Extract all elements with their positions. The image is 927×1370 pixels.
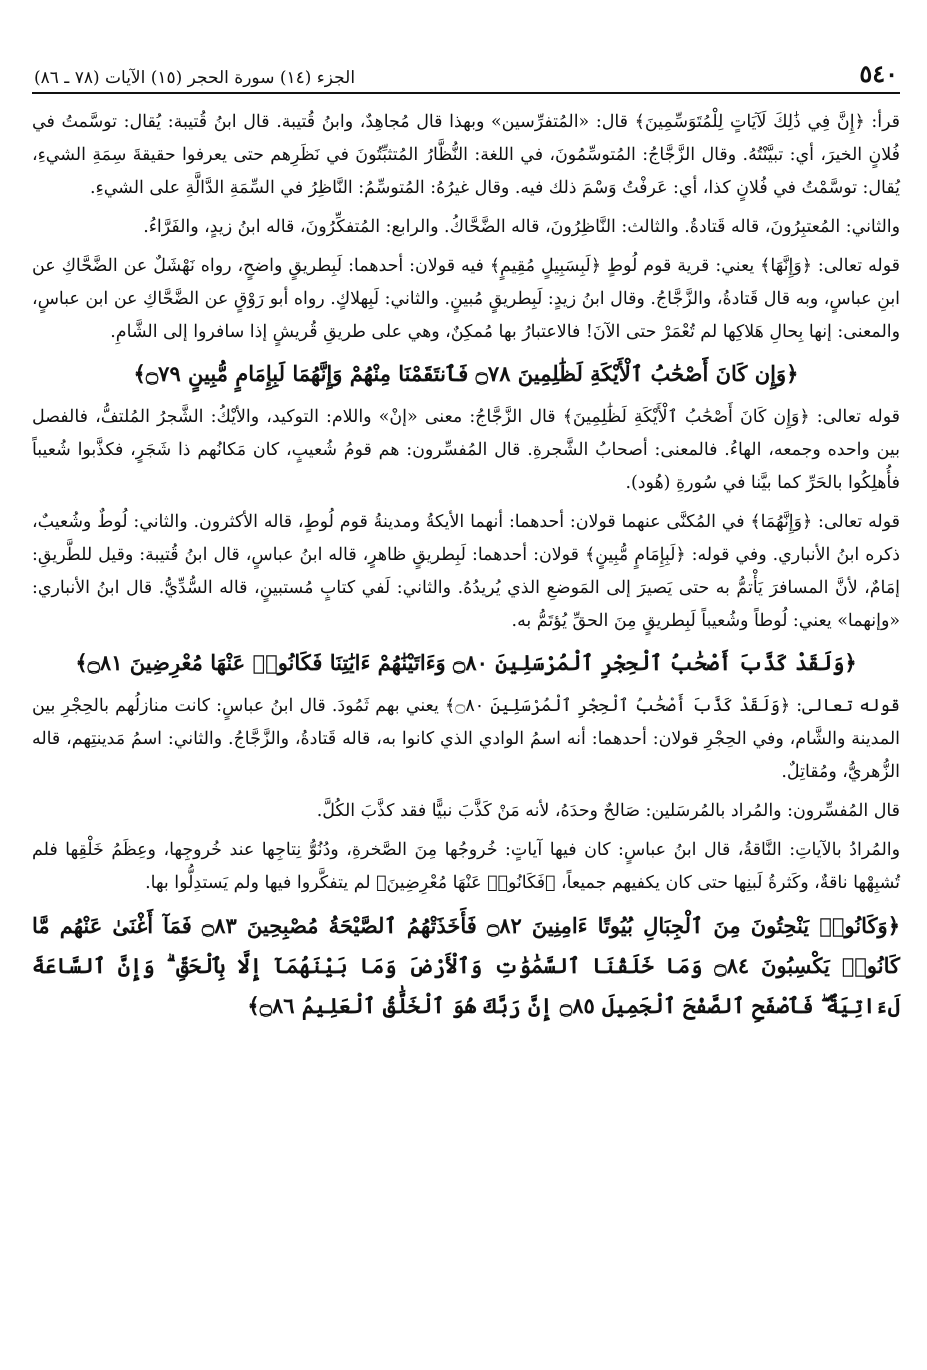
running-head: الجزء (١٤) سورة الحجر (١٥) الآيات (٧٨ ـ ٨٦) bbox=[34, 68, 356, 88]
page-header bbox=[32, 48, 900, 94]
commentary-paragraph: قوله تعالى: ﴿وَلَقَدْ كَذَّبَ أَصْحَٰبُ ٱلْحِجْرِ ٱلْمُرْسَلِينَ ۝٨٠﴾ يعني بهم ثَمُودَ. قال ابنُ عباسٍ: كانت منازلُهم بالحِجْرِ بين المدينة والشَّام، وفي الحِجْرِ قولان: أحدهما: أنه اسمُ الوادي الذي كانوا به، قاله قَتادةُ، والزَّجَّاجُ. والثاني: اسمُ مَدينتِهم، قاله الزُّهريُّ، ومُقاتِلٌ. bbox=[32, 696, 900, 782]
page-number: ٥٤٠ bbox=[859, 59, 898, 88]
commentary-paragraph: والمُرادُ بالآياتِ: النَّاقةُ، قال ابنُ عباسٍ: كان فيها آياتٍ: خُروجُها مِنَ الصَّخرةِ، ودُنُوُّ نِتاجِها عند خُروجِها، وعِظَمُ خَلْقِها فلم تُشبِهْها ناقةٌ، وكَثرةُ لَبنِها حتى كان يكفيهم جميعاً، ﴿فَكَانُوا۟ عَنْهَا مُعْرِضِينَ﴾ لم يتفكَّروا فيها ولم يَستدِلُّوا بها. bbox=[32, 840, 900, 893]
commentary-paragraph: قرأ: ﴿إِنَّ فِي ذَٰلِكَ لَآيَاتٍ لِلْمُتَوَسِّمِينَ﴾ قال: «المُتفرِّسين» وبهذا قال مُجاهِدٌ، وابنُ قُتيبة. قال ابنُ قُتيبة: يُقال: توسَّمتُ في فُلانٍ الخيرَ، أي: تبيَّنْتُهُ. وقال الزَّجَّاجُ: المُتوسِّمُونَ، في اللغة: النُّظَّارُ المُتثبِّتُونَ في نَظَرِهم حتى يعرفوا حقيقةَ سِمَةِ الشيءِ، يُقال: توسَّمْتُ في فُلانٍ كذا، أي: عَرفْتُ وَسْمَ ذلك فيه. وقال غيرُهُ: المُتوسِّمُ: النَّاظِرُ في السِّمَةِ الدَّالَّةِ على الشيءِ. bbox=[32, 112, 900, 198]
quran-verse: ﴿وَلَقَدْ كَذَّبَ أَصْحَٰبُ ٱلْحِجْرِ ٱلْمُرْسَلِينَ ۝٨٠ وَءَاتَيْنَٰهُمْ ءَايَٰتِنَا فَكَانُوا۟ عَنْهَا مُعْرِضِينَ ۝٨١﴾ bbox=[75, 650, 857, 675]
commentary-paragraph: قال المُفسِّرون: والمُراد بالمُرسَلين: صَالحٌ وحدَهُ، لأنه مَنْ كَذَّبَ نبيًّا فقد كذَّبَ الكُلَّ. bbox=[316, 801, 900, 821]
commentary-paragraph: قوله تعالى: ﴿وَإِنَّهَا﴾ يعني: قرية قوم لُوطٍ ﴿لَبِسَبِيلٍ مُقِيمٍ﴾ فيه قولان: أحدهما: لَبِطريقٍ واضحٍ، رواه نَهْشَلٌ عن الضَّحَّاكِ عن ابنِ عباسٍ، وبه قال قَتادةُ، والزَّجَّاجُ. وقال ابنُ زيدٍ: لَبِطريقٍ مُبينٍ. والثاني: لَبِهلاكٍ. رواه أبو رَوْقٍ عن الضَّحَّاكِ عن ابن عباسٍ، والمعنى: إنها بِحالِ هَلاكِها لم تُعْمَرْ حتى الآنَ! فالاعتبارُ بها مُمكِنٌ، وهي على طريقِ قُريشٍ إذا سافروا إلى الشَّامِ. bbox=[32, 256, 900, 342]
commentary-paragraph: قوله تعالى: ﴿وَإِن كَانَ أَصْحَٰبُ ٱلْأَيْكَةِ لَظَٰلِمِينَ﴾ قال الزَّجَّاجُ: معنى «إنْ» واللام: التوكيد، والأيْكُ: الشَّجرُ المُلتفُّ، فالفصل بين واحده وجمعه، الهاءُ. فالمعنى: أصحابُ الشَّجرةِ. قال المُفسِّرون: هم قومُ شُعيبٍ، كان مَكانُهم ذا شَجَرٍ، فكذَّبوا شُعيباً فأُهلِكُوا بالحَرِّ كما بيَّنا في سُورةِ (هُود). bbox=[32, 407, 900, 493]
page-body bbox=[32, 106, 900, 1026]
book-page bbox=[32, 48, 900, 1034]
commentary-paragraph: والثاني: المُعتبِرُونَ، قاله قَتادةُ. والثالث: النَّاظِرُونَ، قاله الضَّحَّاكُ. والرابع: المُتفكِّرُونَ، قاله ابنُ زيدٍ، والفَرَّاءُ. bbox=[143, 217, 900, 237]
quran-verse: ﴿وَإِن كَانَ أَصْحَٰبُ ٱلْأَيْكَةِ لَظَٰلِمِينَ ۝٧٨ فَٱنتَقَمْنَا مِنْهُمْ وَإِنَّهُمَا لَبِإِمَامٍ مُّبِينٍ ۝٧٩﴾ bbox=[133, 361, 799, 386]
commentary-paragraph: قوله تعالى: ﴿وَإِنَّهُمَا﴾ في المُكنَّى عنهما قولان: أحدهما: أنهما الأيكةُ ومدينةُ قوم لُوطٍ، قاله الأكثرون. والثاني: لُوطٌ وشُعيبٌ، ذكره ابنُ الأنباري. وفي قوله: ﴿لَبِإِمَامٍ مُّبِينٍ﴾ قولان: أحدهما: لَبِطريقٍ ظاهرٍ، قاله ابنُ عباسٍ، قال ابنُ قُتيبة: وقيل للطَّريقِ: إمَامٌ، لأنَّ المسافرَ يَأْتمُّ به حتى يَصيرَ إلى المَوضعِ الذي يُريدُهُ. والثاني: لَفي كتابٍ مُستبينٍ، قاله السُّدِّيُّ. قال ابنُ الأنباري: «وإنهما» يعني: لُوطاً وشُعيباً لَبِطريقٍ مِنَ الحقِّ يُؤتَمُّ به. bbox=[32, 512, 900, 631]
quran-verse: ﴿وَكَانُوا۟ يَنْحِتُونَ مِنَ ٱلْجِبَالِ بُيُوتًا ءَامِنِينَ ۝٨٢ فَأَخَذَتْهُمُ ٱلصَّيْحَةُ مُصْبِحِينَ ۝٨٣ فَمَآ أَغْنَىٰ عَنْهُم مَّا كَانُوا۟ يَكْسِبُونَ ۝٨٤ وَمَا خَلَقْنَا ٱلسَّمَٰوَٰتِ وَٱلْأَرْضَ وَمَا بَيْنَهُمَآ إِلَّا بِٱلْحَقِّ ۗ وَإِنَّ ٱلسَّاعَةَ لَءَاتِيَةٌ ۖ فَٱصْفَحِ ٱلصَّفْحَ ٱلْجَمِيلَ ۝٨٥ إِنَّ رَبَّكَ هُوَ ٱلْخَلَّٰقُ ٱلْعَلِيمُ ۝٨٦﴾ bbox=[32, 913, 901, 1018]
